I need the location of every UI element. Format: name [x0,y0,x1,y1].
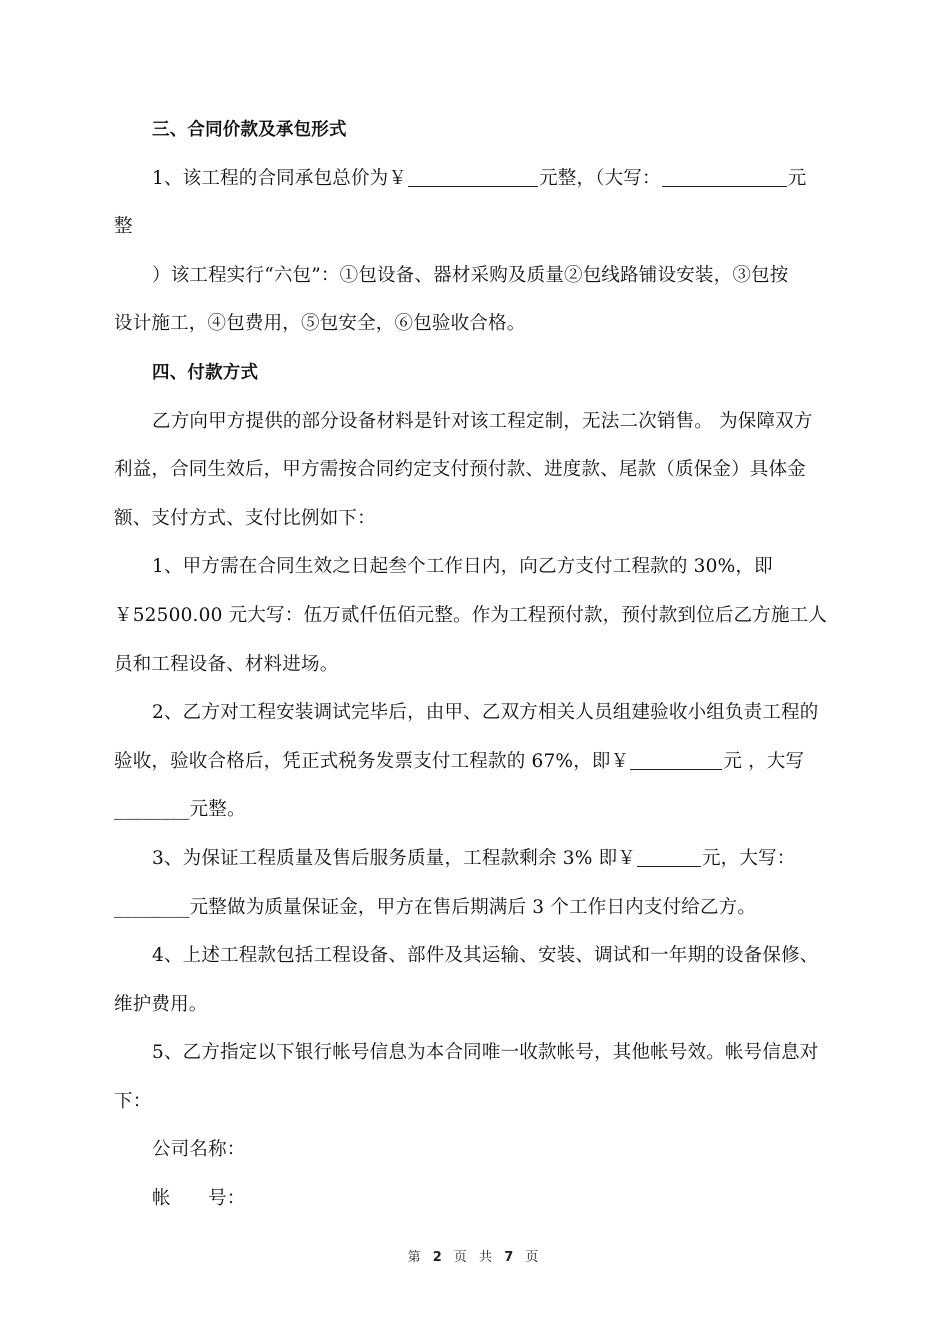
company-name-label: 公司名称： [152,1139,246,1161]
text: 验收，验收合格后，凭正式税务发票支付工程款的 67%，即￥ [114,750,630,772]
total-page-count: 7 [504,1250,518,1265]
progress-payment-blank[interactable] [630,749,722,770]
payment-item-2-line-1: 2、乙方对工程安装调试完毕后，由甲、乙双方相关人员组建验收小组负责工程的 [152,702,819,724]
total-price-uppercase-blank[interactable] [662,166,787,187]
section-3-item-1-line-4: 设计施工，④包费用，⑤包安全，⑥包验收合格。 [114,313,526,335]
text: 页 [525,1250,543,1265]
text: 元整。 [189,799,246,821]
payment-item-4-line-2: 维护费用。 [114,993,208,1015]
payment-item-1-line-1: 1、甲方需在合同生效之日起叁个工作日内，向乙方支付工程款的 30%，即 [152,556,773,578]
payment-item-5-line-2: 下： [114,1090,152,1112]
payment-item-3-line-2 [114,884,838,933]
payment-item-3-line-1 [114,835,838,884]
section-4-intro-line-1: 乙方向甲方提供的部分设备材料是针对该工程定制，无法二次销售。 为保障双方 [152,410,813,432]
section-4-intro-line-2: 利益，合同生效后，甲方需按合同约定支付预付款、进度款、尾款（质保金）具体金 [114,459,806,481]
text: 第 [407,1250,425,1265]
payment-item-2-line-3 [114,786,838,835]
section-4-heading: 四、付款方式 [152,362,259,383]
payment-item-5-line-1: 5、乙方指定以下银行帐号信息为本合同唯一收款帐号，其他帐号效。帐号信息对 [152,1042,819,1064]
text: 元整，（大写： [539,167,661,189]
current-page-number: 2 [432,1250,446,1265]
section-3-item-1-line-3: ）该工程实行“六包”：①包设备、器材采购及质量②包线路铺设安装，③包按 [152,264,789,286]
text: 元 ，大写 [723,750,805,772]
account-number-label: 帐 号： [152,1188,246,1210]
text: 元整做为质量保证金，甲方在售后期满后 3 个工作日内支付给乙方。 [189,896,757,918]
text: 页 共 [453,1250,497,1265]
text: 元 [787,167,807,189]
total-price-blank[interactable] [408,166,538,187]
page-footer [0,1246,950,1265]
text: 3、为保证工程质量及售后服务质量，工程款剩余 3% 即￥ [152,847,636,869]
payment-item-1-line-2: ￥52500.00 元大写：伍万贰仟伍佰元整。作为工程预付款，预付款到位后乙方施工人 [114,604,828,626]
text: 元，大写： [701,847,796,869]
text: 1、该工程的合同承包总价为￥ [152,167,408,189]
payment-item-4-line-1: 4、上述工程款包括工程设备、部件及其运输、安装、调试和一年期的设备保修、 [152,945,819,967]
payment-item-1-line-3: 员和工程设备、材料进场。 [114,653,339,675]
section-3-item-1-line-2: 整 [114,216,133,238]
section-3-item-1-line-1 [114,155,838,204]
section-3-heading: 三、合同价款及承包形式 [152,120,347,140]
payment-item-2-line-2 [114,738,838,787]
uppercase-amount-blank[interactable]: ________ [114,799,190,821]
uppercase-amount-blank[interactable]: ________ [114,896,190,918]
section-4-intro-line-3: 额、支付方式、支付比例如下： [114,507,376,529]
document-page [114,106,838,1224]
retention-amount-blank[interactable] [637,846,701,867]
